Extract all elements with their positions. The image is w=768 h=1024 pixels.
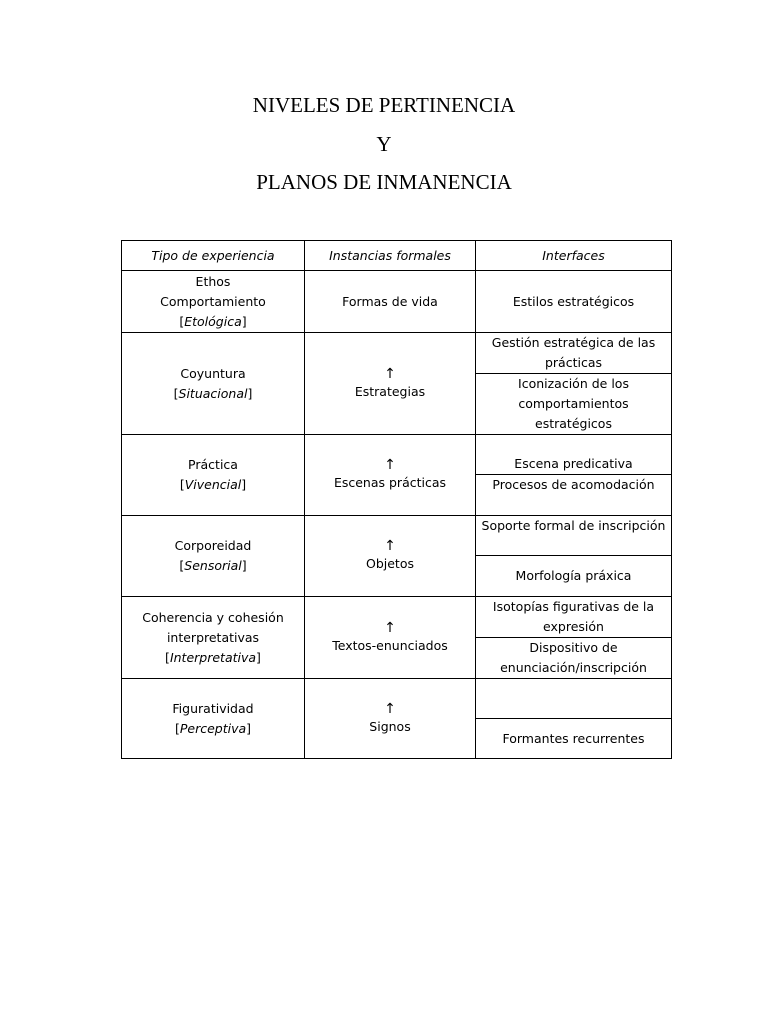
type-cell: Coherencia y cohesión interpretativas [Interpretativa] [122,597,305,679]
type-label: Coherencia y cohesión interpretativas [142,609,284,645]
instance-label: Escenas prácticas [333,475,447,490]
type-label: Figuratividad [172,700,254,716]
instance-label: Signos [369,718,411,734]
instance-label: Estrategias [354,383,426,399]
column-header-type: Tipo de experiencia [122,241,305,271]
instance-cell [305,435,476,516]
interface-cell: Estilos estratégicos [476,271,672,333]
table-row [122,597,672,638]
type-bracket: Perceptiva [179,720,247,736]
interface-cell: Soporte formal de inscripción [476,516,672,556]
type-bracket: Sensorial [184,558,242,573]
pertinence-table [121,240,672,759]
interface-cell: Iconización de los comportamientos estratégicos [476,374,672,435]
type-cell: Ethos Comportamiento [Etológica] [122,271,305,333]
type-cell: Coyuntura [Situacional] [122,333,305,435]
type-label: Corporeidad [174,538,252,553]
page-title-line-2: Y [376,132,392,156]
type-cell: Corporeidad [Sensorial] [122,516,305,597]
type-bracket: Interpretativa [169,649,257,665]
interface-cell: Formantes recurrentes [476,719,672,759]
type-label: Coyuntura [180,365,246,381]
arrow-up-icon: ↑ [384,538,396,554]
instance-cell [305,271,476,333]
table-row [122,516,672,556]
type-cell: Figuratividad [Perceptiva] [122,679,305,759]
table-header-row [122,241,672,271]
table-row [122,333,672,374]
interface-cell: Morfología práxica [476,556,672,597]
type-label: Práctica [188,457,238,472]
type-label: Ethos Comportamiento [160,273,266,309]
interface-cell: Escena predicativa [476,435,672,475]
instance-cell [305,597,476,679]
interface-cell: Procesos de acomodación [476,475,672,516]
instance-label: Textos-enunciados [332,637,448,653]
column-header-interfaces: Interfaces [476,241,672,271]
interface-cell: Isotopías figurativas de la expresión [476,597,672,638]
table-row [122,679,672,719]
arrow-up-icon: ↑ [384,700,396,717]
page-title-line-1: NIVELES DE PERTINENCIA [252,93,516,117]
page-title-line-3: PLANOS DE INMANENCIA [256,170,512,194]
instance-label: Objetos [366,556,414,571]
arrow-up-icon: ↑ [384,457,396,473]
instance-label: Formas de vida [342,293,438,309]
arrow-up-icon: ↑ [384,365,396,382]
type-bracket: Situacional [178,385,248,401]
interface-cell: Gestión estratégica de las prácticas [476,333,672,374]
table-row [122,271,672,333]
instance-cell [305,516,476,597]
type-bracket: Vivencial [184,477,242,492]
interface-cell-empty [476,679,672,719]
instance-cell [305,333,476,435]
interface-cell: Dispositivo de enunciación/inscripción [476,638,672,679]
type-cell: Práctica [Vivencial] [122,435,305,516]
instance-cell [305,679,476,759]
column-header-instances: Instancias formales [305,241,476,271]
arrow-up-icon: ↑ [384,619,396,636]
type-bracket: Etológica [184,313,242,329]
table-row [122,435,672,475]
